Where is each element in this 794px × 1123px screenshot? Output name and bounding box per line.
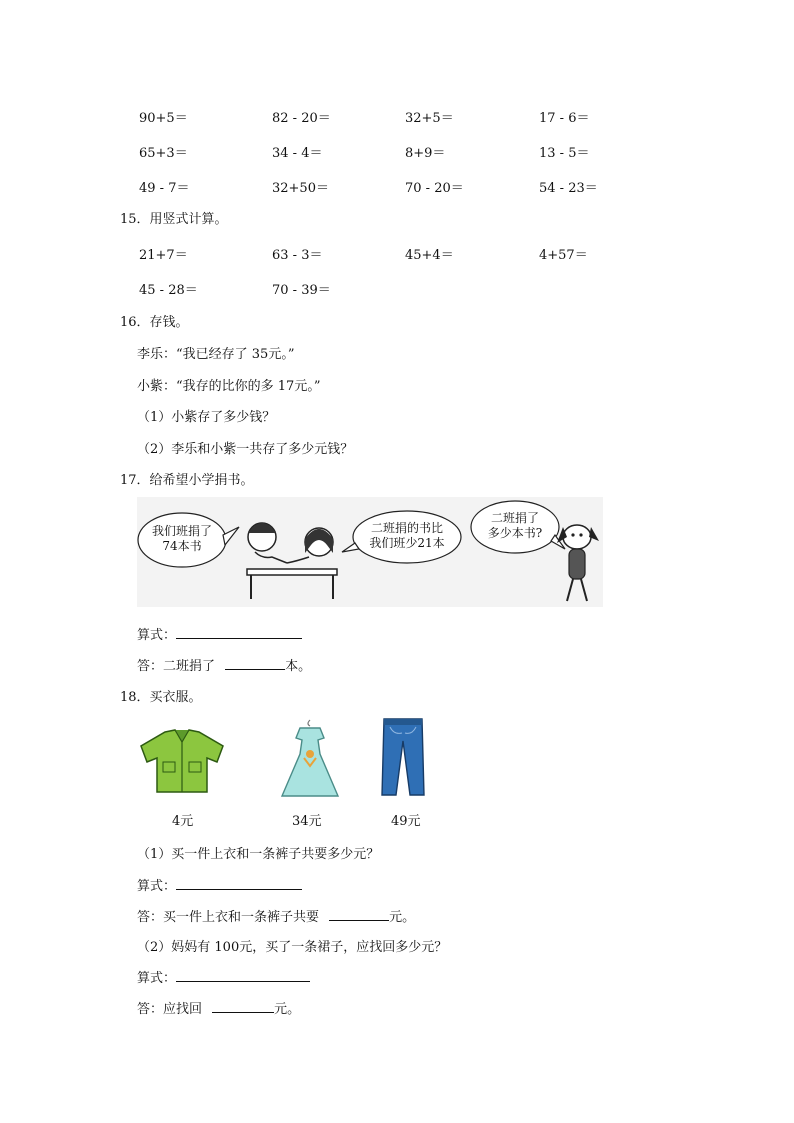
arith-item: 8+9＝ — [405, 146, 446, 161]
question-18-title: 18．买衣服。 — [120, 690, 202, 705]
arith-item: 13 - 5＝ — [539, 146, 590, 161]
arith-item: 34 - 4＝ — [272, 146, 323, 161]
jeans-icon — [380, 717, 426, 797]
arith-item: 17 - 6＝ — [539, 111, 590, 126]
answer-suffix: 元。 — [389, 910, 416, 925]
vertical-calc-item: 63 - 3＝ — [272, 248, 323, 263]
question-15-title: 15．用竖式计算。 — [120, 212, 228, 227]
speech-bubble-3: 二班捐了 多少本书? — [487, 511, 543, 540]
question-16-sub-1: （1）小紫存了多少钱？ — [137, 410, 276, 425]
answer-blank[interactable] — [329, 907, 389, 921]
vertical-calc-item: 45 - 28＝ — [139, 283, 198, 298]
speech-bubble-1: 我们班捐了 74本书 — [151, 524, 212, 553]
arith-item: 90+5＝ — [139, 111, 188, 126]
shirt-icon — [137, 728, 227, 794]
dog-icon — [557, 525, 599, 601]
formula-blank[interactable] — [176, 968, 310, 982]
formula-blank[interactable] — [176, 876, 302, 890]
dress-icon — [280, 720, 340, 800]
vertical-calc-item: 70 - 39＝ — [272, 283, 331, 298]
answer-line-q17 — [137, 655, 311, 674]
dialogue-line-xiaozi: 小紫：“我存的比你的多 17元。” — [137, 379, 321, 394]
answer-prefix: 答：买一件上衣和一条裤子共要 — [137, 910, 320, 925]
question-16-sub-2: （2）李乐和小紫一共存了多少元钱？ — [137, 442, 354, 457]
arith-item: 65+3＝ — [139, 146, 188, 161]
dialogue-line-lile: 李乐：“我已经存了 35元。” — [137, 347, 295, 362]
answer-prefix: 答：二班捐了 — [137, 659, 216, 674]
vertical-calc-item: 4+57＝ — [539, 248, 588, 263]
formula-blank[interactable] — [176, 625, 302, 639]
price-shirt: 4元 — [172, 814, 194, 829]
formula-label: 算式： — [137, 628, 177, 643]
arith-item: 82 - 20＝ — [272, 111, 331, 126]
arith-item: 70 - 20＝ — [405, 181, 464, 196]
arith-item: 32+50＝ — [272, 181, 329, 196]
vertical-calc-item: 21+7＝ — [139, 248, 188, 263]
formula-line-q18-2 — [137, 967, 310, 986]
question-18-sub-2: （2）妈妈有 100元，买了一条裙子，应找回多少元？ — [137, 940, 448, 955]
answer-blank[interactable] — [225, 656, 285, 670]
price-jeans: 49元 — [391, 814, 421, 829]
answer-line-q18-2 — [137, 998, 300, 1017]
answer-prefix: 答：应找回 — [137, 1002, 203, 1017]
formula-line-q17 — [137, 624, 302, 643]
answer-suffix: 元。 — [274, 1002, 301, 1017]
children-at-desk-icon — [247, 523, 337, 599]
answer-blank[interactable] — [212, 999, 274, 1013]
answer-line-q18-1 — [137, 906, 415, 925]
formula-label: 算式： — [137, 971, 177, 986]
formula-label: 算式： — [137, 879, 177, 894]
arith-item: 49 - 7＝ — [139, 181, 190, 196]
answer-suffix: 本。 — [285, 659, 312, 674]
speech-bubble-2: 二班捐的书比 我们班少21本 — [369, 521, 445, 550]
question-17-title: 17．给希望小学捐书。 — [120, 473, 254, 488]
price-dress: 34元 — [292, 814, 322, 829]
donation-illustration — [137, 497, 603, 607]
question-16-title: 16．存钱。 — [120, 315, 189, 330]
question-18-sub-1: （1）买一件上衣和一条裤子共要多少元？ — [137, 847, 380, 862]
arith-item: 54 - 23＝ — [539, 181, 598, 196]
arith-item: 32+5＝ — [405, 111, 454, 126]
vertical-calc-item: 45+4＝ — [405, 248, 454, 263]
formula-line-q18-1 — [137, 875, 302, 894]
